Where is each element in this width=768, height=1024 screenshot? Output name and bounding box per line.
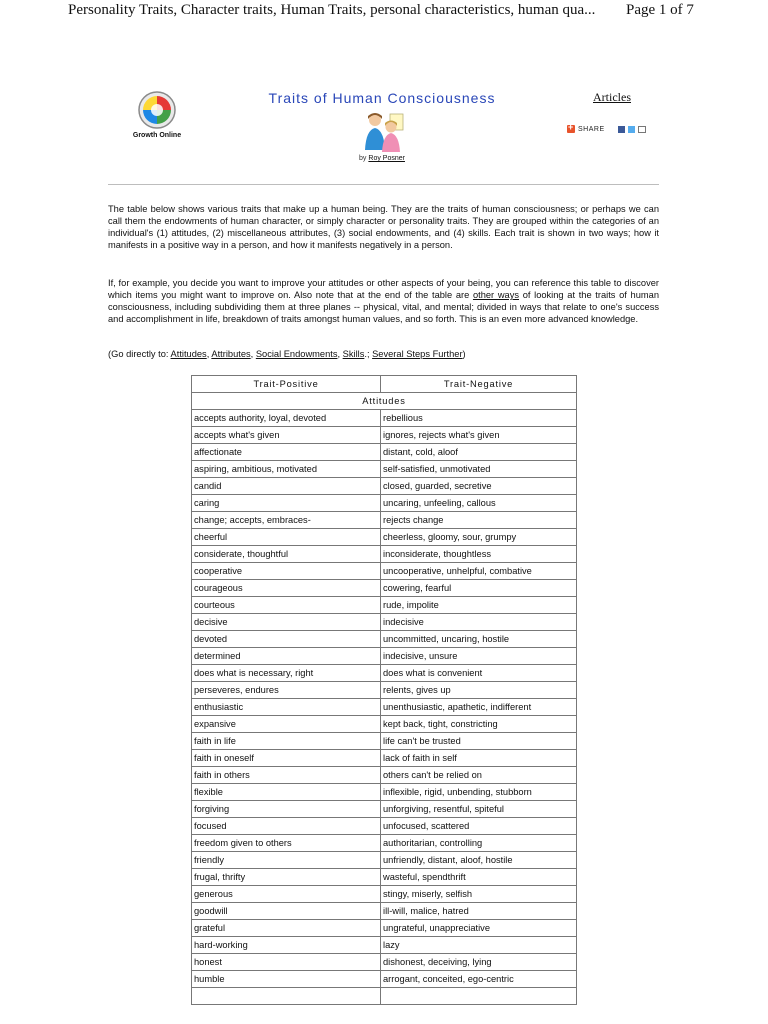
- trait-positive-cell: flexible: [192, 784, 381, 801]
- trait-positive-cell: considerate, thoughtful: [192, 546, 381, 563]
- trait-positive-cell: generous: [192, 886, 381, 903]
- trait-positive-cell: caring: [192, 495, 381, 512]
- trait-positive-cell: honest: [192, 954, 381, 971]
- print-header-title: Personality Traits, Character traits, Human Traits, personal characteristics, human qua...: [68, 2, 596, 18]
- trait-negative-cell: kept back, tight, constricting: [381, 716, 577, 733]
- trait-negative-cell: relents, gives up: [381, 682, 577, 699]
- table-row: [192, 614, 577, 631]
- share-label: SHARE: [578, 125, 605, 133]
- trait-positive-cell: forgiving: [192, 801, 381, 818]
- section-attitudes: Attitudes: [192, 393, 577, 410]
- trait-positive-cell: [192, 988, 381, 1005]
- separator: ,: [337, 349, 343, 359]
- social-endowments-link[interactable]: Social Endowments: [255, 349, 338, 359]
- table-row: [192, 835, 577, 852]
- trait-positive-cell: accepts what's given: [192, 427, 381, 444]
- trait-negative-cell: arrogant, conceited, ego-centric: [381, 971, 577, 988]
- author-link[interactable]: Roy Posner: [368, 155, 405, 162]
- trait-negative-cell: cheerless, gloomy, sour, grumpy: [381, 529, 577, 546]
- trait-negative-cell: life can't be trusted: [381, 733, 577, 750]
- trait-negative-cell: unenthusiastic, apathetic, indifferent: [381, 699, 577, 716]
- table-row: [192, 937, 577, 954]
- table-row: [192, 665, 577, 682]
- share-button[interactable]: [567, 124, 646, 134]
- table-header-row: [192, 376, 577, 393]
- table-row: [192, 733, 577, 750]
- table-row: [192, 529, 577, 546]
- quick-links: [108, 348, 466, 360]
- trait-negative-cell: cowering, fearful: [381, 580, 577, 597]
- table-row: [192, 869, 577, 886]
- trait-positive-cell: courageous: [192, 580, 381, 597]
- trait-negative-cell: indecisive: [381, 614, 577, 631]
- trait-negative-cell: unforgiving, resentful, spiteful: [381, 801, 577, 818]
- trait-negative-cell: rebellious: [381, 410, 577, 427]
- table-row: [192, 716, 577, 733]
- table-row: [192, 767, 577, 784]
- trait-positive-cell: aspiring, ambitious, motivated: [192, 461, 381, 478]
- trait-positive-cell: faith in life: [192, 733, 381, 750]
- print-header-page-number: Page 1 of 7: [626, 2, 694, 18]
- facebook-icon[interactable]: [618, 126, 625, 133]
- trait-negative-cell: indecisive, unsure: [381, 648, 577, 665]
- quick-links-suffix: ): [462, 349, 466, 359]
- p2-text-before: If, for example, you decide you want to improve your attitudes or other aspects of your being, you can reference this table to discover which items you might want to improve on. Also note that at the end of the table are: [108, 278, 659, 300]
- header-trait-positive: Trait-Positive: [192, 376, 381, 393]
- trait-negative-cell: inflexible, rigid, unbending, stubborn: [381, 784, 577, 801]
- table-row: [192, 818, 577, 835]
- trait-positive-cell: perseveres, endures: [192, 682, 381, 699]
- trait-negative-cell: closed, guarded, secretive: [381, 478, 577, 495]
- trait-negative-cell: uncommitted, uncaring, hostile: [381, 631, 577, 648]
- trait-negative-cell: self-satisfied, unmotivated: [381, 461, 577, 478]
- separator: ,: [250, 349, 256, 359]
- table-row: [192, 648, 577, 665]
- table-row: [192, 954, 577, 971]
- trait-positive-cell: decisive: [192, 614, 381, 631]
- table-row: [192, 580, 577, 597]
- email-icon[interactable]: [638, 126, 646, 133]
- trait-positive-cell: grateful: [192, 920, 381, 937]
- trait-positive-cell: devoted: [192, 631, 381, 648]
- trait-positive-cell: faith in oneself: [192, 750, 381, 767]
- growth-online-logo[interactable]: [128, 90, 186, 144]
- trait-positive-cell: frugal, thrifty: [192, 869, 381, 886]
- table-row: [192, 784, 577, 801]
- trait-negative-cell: ill-will, malice, hatred: [381, 903, 577, 920]
- table-row: [192, 461, 577, 478]
- trait-negative-cell: ungrateful, unappreciative: [381, 920, 577, 937]
- table-row: [192, 903, 577, 920]
- trait-positive-cell: cooperative: [192, 563, 381, 580]
- skills-link[interactable]: Skills: [342, 349, 365, 359]
- table-row: [192, 444, 577, 461]
- trait-negative-cell: others can't be relied on: [381, 767, 577, 784]
- trait-positive-cell: focused: [192, 818, 381, 835]
- trait-negative-cell: uncooperative, unhelpful, combative: [381, 563, 577, 580]
- trait-negative-cell: rejects change: [381, 512, 577, 529]
- intro-paragraph-2: [108, 277, 659, 325]
- trait-positive-cell: friendly: [192, 852, 381, 869]
- trait-negative-cell: unfocused, scattered: [381, 818, 577, 835]
- trait-negative-cell: unfriendly, distant, aloof, hostile: [381, 852, 577, 869]
- table-row: [192, 495, 577, 512]
- other-ways-link[interactable]: other ways: [472, 290, 520, 300]
- separator: ,: [206, 349, 212, 359]
- trait-negative-cell: [381, 988, 577, 1005]
- print-header: [0, 0, 768, 22]
- trait-negative-cell: does what is convenient: [381, 665, 577, 682]
- share-plus-icon: [567, 125, 575, 133]
- trait-negative-cell: lazy: [381, 937, 577, 954]
- p2-text-after: of looking at the traits of human consciousness, including subdividing them at three planes -- physical, vital, and mental; divided in ways that relate to one's success and accomplishment in life, breakdown of traits amongst human values, and so forth. This is an even more advanced knowledge.: [108, 290, 659, 324]
- header-divider: [108, 184, 659, 185]
- table-row: [192, 410, 577, 427]
- trait-positive-cell: enthusiastic: [192, 699, 381, 716]
- globe-logo-icon: [136, 90, 178, 130]
- trait-positive-cell: change; accepts, embraces-: [192, 512, 381, 529]
- trait-positive-cell: cheerful: [192, 529, 381, 546]
- trait-positive-cell: freedom given to others: [192, 835, 381, 852]
- trait-positive-cell: determined: [192, 648, 381, 665]
- table-row: [192, 563, 577, 580]
- trait-positive-cell: goodwill: [192, 903, 381, 920]
- trait-negative-cell: uncaring, unfeeling, callous: [381, 495, 577, 512]
- trait-positive-cell: humble: [192, 971, 381, 988]
- table-row: [192, 682, 577, 699]
- section-row: [192, 393, 577, 410]
- header-trait-negative: Trait-Negative: [381, 376, 577, 393]
- table-row: [192, 886, 577, 903]
- byline: [200, 155, 564, 162]
- table-row: [192, 920, 577, 937]
- trait-positive-cell: hard-working: [192, 937, 381, 954]
- table-row: [192, 988, 577, 1005]
- table-row: [192, 546, 577, 563]
- trait-positive-cell: accepts authority, loyal, devoted: [192, 410, 381, 427]
- table-row: [192, 597, 577, 614]
- separator: .;: [364, 349, 373, 359]
- traits-table: [191, 375, 577, 1005]
- table-row: [192, 478, 577, 495]
- table-row: [192, 750, 577, 767]
- trait-negative-cell: rude, impolite: [381, 597, 577, 614]
- intro-paragraph-1: The table below shows various traits that make up a human being. They are the traits of human consciousness; or perhaps we can call them the endowments of human character, or simply character or personality traits. They are grouped within the categories of an individual's (1) attitudes, (2) miscellaneous attributes, (3) social endowments, and (4) skills. Each trait is shown in two ways; how it manifests in a positive way in a person, and how it manifests negatively in a person.: [108, 204, 659, 250]
- trait-negative-cell: inconsiderate, thoughtless: [381, 546, 577, 563]
- page-title: Traits of Human Consciousness: [268, 90, 496, 106]
- table-row: [192, 971, 577, 988]
- trait-positive-cell: candid: [192, 478, 381, 495]
- table-row: [192, 512, 577, 529]
- table-row: [192, 631, 577, 648]
- twitter-icon[interactable]: [628, 126, 635, 133]
- table-row: [192, 427, 577, 444]
- table-row: [192, 801, 577, 818]
- trait-positive-cell: faith in others: [192, 767, 381, 784]
- byline-prefix: by: [359, 155, 367, 162]
- trait-negative-cell: stingy, miserly, selfish: [381, 886, 577, 903]
- attitudes-link[interactable]: Attitudes: [170, 349, 207, 359]
- trait-negative-cell: wasteful, spendthrift: [381, 869, 577, 886]
- trait-negative-cell: distant, cold, aloof: [381, 444, 577, 461]
- trait-negative-cell: dishonest, deceiving, lying: [381, 954, 577, 971]
- trait-positive-cell: courteous: [192, 597, 381, 614]
- trait-positive-cell: expansive: [192, 716, 381, 733]
- people-illustration-icon: [360, 110, 406, 152]
- trait-positive-cell: does what is necessary, right: [192, 665, 381, 682]
- trait-negative-cell: ignores, rejects what's given: [381, 427, 577, 444]
- several-steps-further-link[interactable]: Several Steps Further: [372, 349, 463, 359]
- attributes-link[interactable]: Attributes: [211, 349, 251, 359]
- quick-links-prefix: (Go directly to:: [108, 349, 171, 359]
- articles-link[interactable]: Articles: [593, 90, 631, 104]
- trait-positive-cell: affectionate: [192, 444, 381, 461]
- trait-negative-cell: lack of faith in self: [381, 750, 577, 767]
- table-row: [192, 699, 577, 716]
- table-row: [192, 852, 577, 869]
- trait-negative-cell: authoritarian, controlling: [381, 835, 577, 852]
- logo-caption: Growth Online: [132, 132, 182, 139]
